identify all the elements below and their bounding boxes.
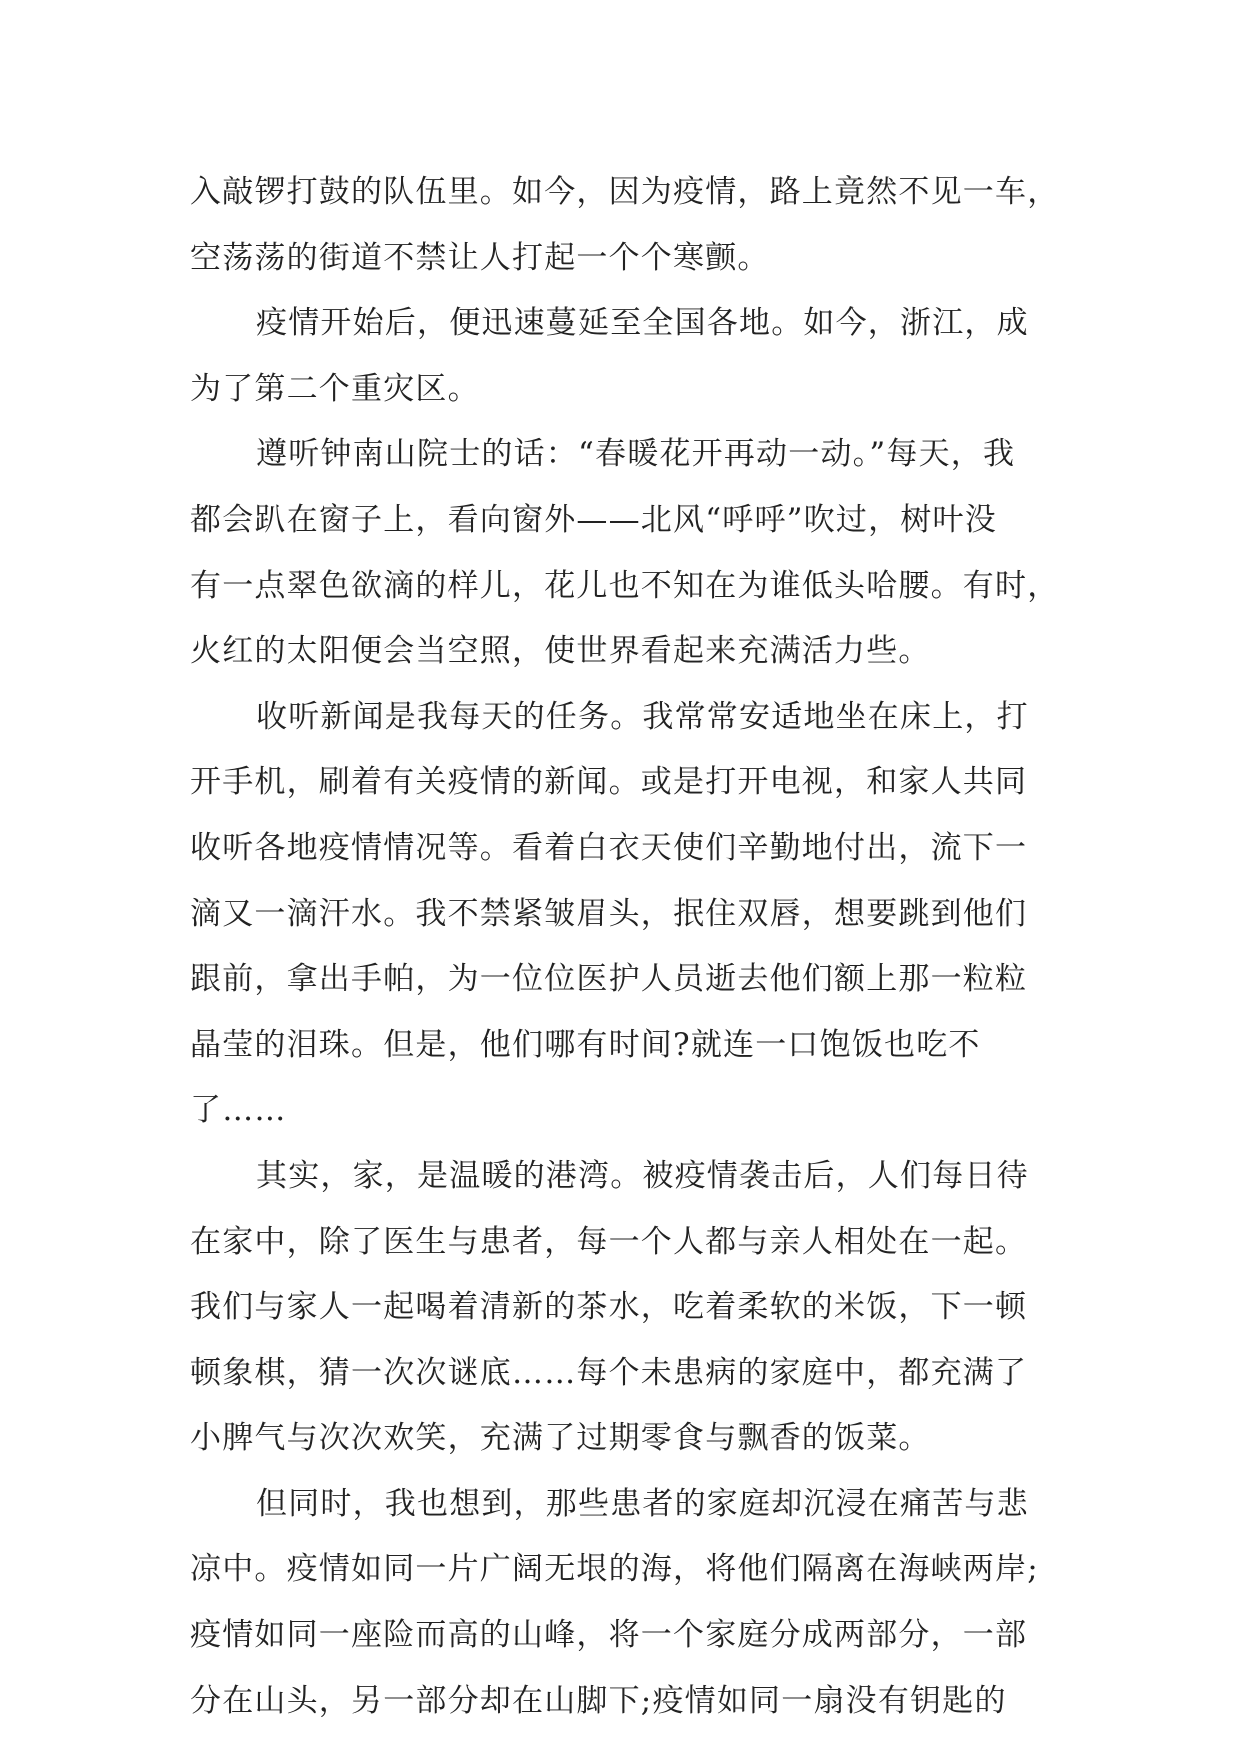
text-line: 收听各地疫情情况等。看着白衣天使们辛勤地付出，流下一 <box>190 829 1028 866</box>
text-line: 都会趴在窗子上，看向窗外——北风“呼呼”吹过，树叶没 <box>190 501 997 538</box>
text-line: 但同时，我也想到，那些患者的家庭却沉浸在痛苦与悲 <box>256 1485 1029 1522</box>
text-line: 有一点翠色欲滴的样儿，花儿也不知在为谁低头哈腰。有时， <box>190 567 1060 604</box>
text-line: 我们与家人一起喝着清新的茶水，吃着柔软的米饭，下一顿 <box>190 1289 1028 1326</box>
text-line: 其实，家，是温暖的港湾。被疫情袭击后，人们每日待 <box>256 1157 1029 1194</box>
text-line: 开手机，刷着有关疫情的新闻。或是打开电视，和家人共同 <box>190 764 1028 801</box>
text-line: 遵听钟南山院士的话：“春暖花开再动一动。”每天，我 <box>256 436 1016 473</box>
text-line: 疫情开始后，便迅速蔓延至全国各地。如今，浙江，成 <box>256 305 1029 342</box>
text-line: 空荡荡的街道不禁让人打起一个个寒颤。 <box>190 239 770 276</box>
text-line: 为了第二个重灾区。 <box>190 370 480 407</box>
text-line: 疫情如同一座险而高的山峰，将一个家庭分成两部分，一部 <box>190 1617 1028 1654</box>
text-line: 在家中，除了医生与患者，每一个人都与亲人相处在一起。 <box>190 1223 1028 1260</box>
text-line: 小脾气与次次欢笑，充满了过期零食与飘香的饭菜。 <box>190 1420 931 1457</box>
text-line: 晶莹的泪珠。但是，他们哪有时间?就连一口饱饭也吃不 <box>190 1026 981 1063</box>
text-line: 火红的太阳便会当空照，使世界看起来充满活力些。 <box>190 633 931 670</box>
text-line: 入敲锣打鼓的队伍里。如今，因为疫情，路上竟然不见一车， <box>190 174 1060 210</box>
text-line: 收听新闻是我每天的任务。我常常安适地坐在床上，打 <box>256 698 1029 735</box>
document-body <box>190 160 1070 1734</box>
text-line: 跟前，拿出手帕，为一位位医护人员逝去他们额上那一粒粒 <box>190 961 1028 998</box>
text-line: 分在山头，另一部分却在山脚下;疫情如同一扇没有钥匙的 <box>190 1682 1007 1719</box>
text-line: 凉中。疫情如同一片广阔无垠的海，将他们隔离在海峡两岸; <box>190 1551 1039 1588</box>
text-line: 滴又一滴汗水。我不禁紧皱眉头，抿住双唇，想要跳到他们 <box>190 895 1028 932</box>
text-line: 了…… <box>190 1092 287 1129</box>
text-line: 顿象棋，猜一次次谜底……每个未患病的家庭中，都充满了 <box>190 1354 1028 1391</box>
